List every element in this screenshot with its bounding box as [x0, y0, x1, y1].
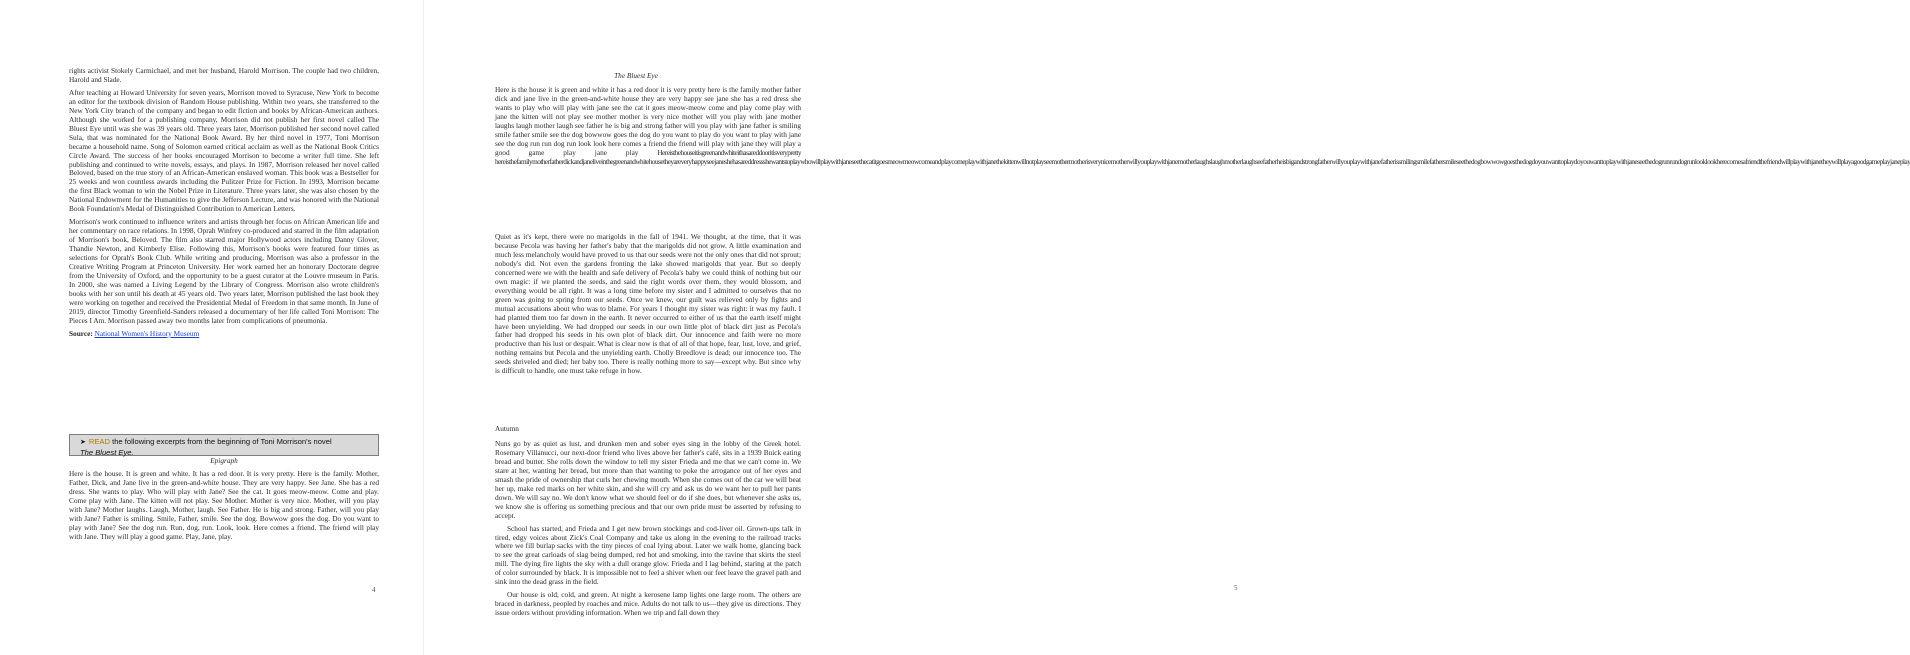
page-number-right: 5 — [1234, 584, 1238, 592]
callout-book-title: The Bluest Eye. — [80, 447, 134, 457]
autumn-paragraph-1: Nuns go by as quiet as lust, and drunken men and sober eyes sing in the lobby of the Greek hotel. Rosemary Villanucci, our next-door friend who lives above her father's café, sits in a 1939 Buick eating bread and butter. She rolls down the window to tell my sister Frieda and me that we can't come in. We stare at her, wanting her bread, but more than that wanting to poke the arrogance out of her eyes and smash the pride of ownership that curls her chewing mouth. When she comes out of the car we will beat her up, make red marks on her white skin, and she will cry and ask us do we want her to pull her pants down. We will say no. We don't know what we should feel or do if she does, but whenever she asks us, we know she is offering us something precious and that our own pride must be asserted by refusing to accept. — [495, 439, 801, 520]
page-number-left: 4 — [372, 586, 376, 594]
left-page — [0, 0, 424, 655]
source-link[interactable]: National Women's History Museum — [94, 328, 200, 338]
autumn-section — [495, 440, 801, 622]
callout-read-label: READ — [88, 437, 110, 446]
source-line — [69, 330, 379, 339]
bio-paragraph-2: After teaching at Howard University for seven years, Morrison moved to Syracuse, New York to become an editor for the textbook division of Random House publishing. Within two years, she transferred to the New York City branch of the company and began to edit fiction and books by African-American authors. Although she worked for a publishing company, Morrison did not publish her first novel called The Bluest Eye until was she was 39 years old. Three years later, Morrison published her second novel called Sula, that was nominated for the National Book Award. By her third novel in 1977, Toni Morrison became a household name. Song of Solomon earned critical acclaim as well as the National Book Critics Circle Award. The success of her books encouraged Morrison to become a writer full time. She left publishing and continued to write novels, essays, and plays. In 1987, Morrison released her novel called Beloved, based on the true story of an African-American enslaved woman. This book was a Bestseller for 25 weeks and won countless awards including the Pulitzer Prize for Fiction. In 1993, Morrison became the first Black woman to win the Nobel Prize in Literature. Three years later, she was also chosen by the National Endowment for the Humanities to give the Jefferson Lecture, and was honored with the National Book Foundation's Medal of Distinguished Contribution to American Letters. — [69, 87, 379, 214]
callout-text: the following excerpts from the beginning of Toni Morrison's novel — [109, 437, 332, 446]
paragraph-normal-spacing: Here is the house it is green and white it has a red door it is very pretty here is the family mother father dick and jane live in the green-and-white house they are very happy see jane she has a red dress she wants to play who will play with jane see the cat it goes meow-meow come and play come play with jane the kitten will not play see mother mother is very nice mother will you play with jane mother laughs laugh mother laugh see father he is big and strong father will you play with jane father is smiling smile father smile see the dog bowwow goes the dog do you want to play do you want to play with jane see the dog run run dog run look look here comes a friend the friend will play with jane they will play a good game play jane play — [495, 85, 801, 157]
section-heading-autumn: Autumn — [495, 424, 519, 433]
bio-paragraph-1: rights activist Stokely Carmichael, and met her husband, Harold Morrison. The couple had two children, Harold and Slade. — [69, 66, 379, 84]
paragraph-no-spacing: Hereisthehouseitisgreenandwhiteithasareddooritisverypretty hereisthefamilymotherfatherdickandjaneliveinthegreenandwhitehousetheyareveryhappyseejaneshehasareddressshewantstoplaywhowillplaywithjaneseethecatitgoesmeowmeowcomeandplaycomeplaywithjanethekittenwillnotplayseemothermotherisverynicemotherwillyouplaywithjanemotherlaughslaughmotherlaughseefatherheisbigandstrongfatherwillyouplaywithjanefatherissmilingsmilefathersmileseethedogbowwowgoesthedogdoyouwanttoplaydoyouwanttoplaywithjaneseethedogrunrundogrunlooklookherecomesafriendthefriendwillplaywithjanetheywillplayagoodgameplayjaneplay — [495, 147, 1910, 166]
right-page — [424, 0, 1910, 655]
source-label: Source: — [69, 328, 93, 338]
dick-and-jane-paragraph — [495, 85, 1910, 167]
epigraph-heading: Epigraph — [210, 456, 238, 465]
autumn-paragraph-3: Our house is old, cold, and green. At night a kerosene lamp lights one large room. The others are braced in darkness, peopled by roaches and mice. Adults do not talk to us—they give us directions. They issue orders without providing information. When we trip and fall down they — [495, 590, 801, 618]
marigolds-paragraph: Quiet as it's kept, there were no marigolds in the fall of 1941. We thought, at the time, that it was because Pecola was having her father's baby that the marigolds did not grow. A little examination and much less melancholy would have proved to us that our seeds were not the only ones that did not sprout; nobody's did. Not even the gardens fronting the lake showed marigolds that year. But so deeply concerned were we with the health and safe delivery of Pecola's baby we could think of nothing but our own magic: if we planted the seeds, and said the right words over them, they would blossom, and everything would be all right. It was a long time before my sister and I admitted to ourselves that no green was going to spring from our seeds. Once we knew, our guilt was relieved only by fights and mutual accusations about who was to blame. For years I thought my sister was right: it was my fault. I had planted them too far down in the earth. It never occurred to either of us that the earth itself might have been unyielding. We had dropped our seeds in our own little plot of black dirt just as Pecola's father had dropped his seeds in his own plot of black dirt. Our innocence and faith were no more productive than his lust or despair. What is clear now is that of all of that hope, fear, lust, love, and grief, nothing remains but Pecola and the unyielding earth. Cholly Breedlove is dead; our innocence too. The seeds shriveled and died; her baby too. There is really nothing more to say—except why. But since why is difficult to handle, one must take refuge in how. — [495, 232, 801, 376]
autumn-paragraph-2: School has started, and Frieda and I get new brown stockings and cod-liver oil. Grown-ups talk in tired, edgy voices about Zick's Coal Company and take us along in the evening to the railroad tracks where we fill burlap sacks with the tiny pieces of coal lying about. Later we walk home, glancing back to see the great carloads of slag being dumped, red hot and smoking, into the ravine that skirts the steel mill. The dying fire lights the sky with a dull orange glow. Frieda and I lag behind, staring at the patch of color surrounded by black. It is impossible not to feel a shiver when our feet leave the gravel path and sink into the dead grass in the field. — [495, 523, 801, 587]
read-instruction-callout — [69, 434, 379, 456]
epigraph-text: Here is the house. It is green and white. It has a red door. It is very pretty. Here is the family. Mother, Father, Dick, and Jane live in the green-and-white house. They are very happy. See Jane. She has a red dress. She wants to play. Who will play with Jane? See the cat. It goes meow-meow. Come and play. Come play with Jane. The kitten will not play. See Mother. Mother is very nice. Mother, will you play with Jane? Mother laughs. Laugh, Mother, laugh. See Father. He is big and strong. Father, will you play with Jane? Father is smiling. Smile, Father, smile. See the dog. Bowwow goes the dog. Do you want to play with Jane? See the dog run. Run, dog, run. Look, look. Here comes a friend. The friend will play with Jane. They will play a good game. Play, Jane, play. — [69, 469, 379, 541]
bio-paragraph-3: Morrison's work continued to influence writers and artists through her focus on African American life and her commentary on race relations. In 1998, Oprah Winfrey co-produced and starred in the film adaptation of Morrison's book, Beloved. The film also starred major Hollywood actors including Danny Glover, Thandie Newton, and Kimberly Elise. Following this, Morrison's books were featured four times as selections for Oprah's Book Club. While writing and producing, Morrison was also a professor in the Creative Writing Program at Princeton University. Her work earned her an honorary Doctorate degree from the University of Oxford, and the opportunity to be a guest curator at the Louvre museum in Paris. In 2000, she was named a Living Legend by the Library of Congress. Morrison also wrote children's books with her son until his death at 45 years old. Two years later, Morrison published the last book they were working on together and received the Presidential Medal of Freedom in that same month. In June of 2019, director Timothy Greenfield-Sanders released a documentary of her life called Toni Morrison: The Pieces I Am. Morrison passed away two months later from complications of pneumonia. — [69, 217, 379, 325]
biography-section — [69, 67, 379, 343]
running-head: The Bluest Eye — [614, 71, 658, 80]
arrow-right-icon: ➤ — [80, 439, 86, 446]
